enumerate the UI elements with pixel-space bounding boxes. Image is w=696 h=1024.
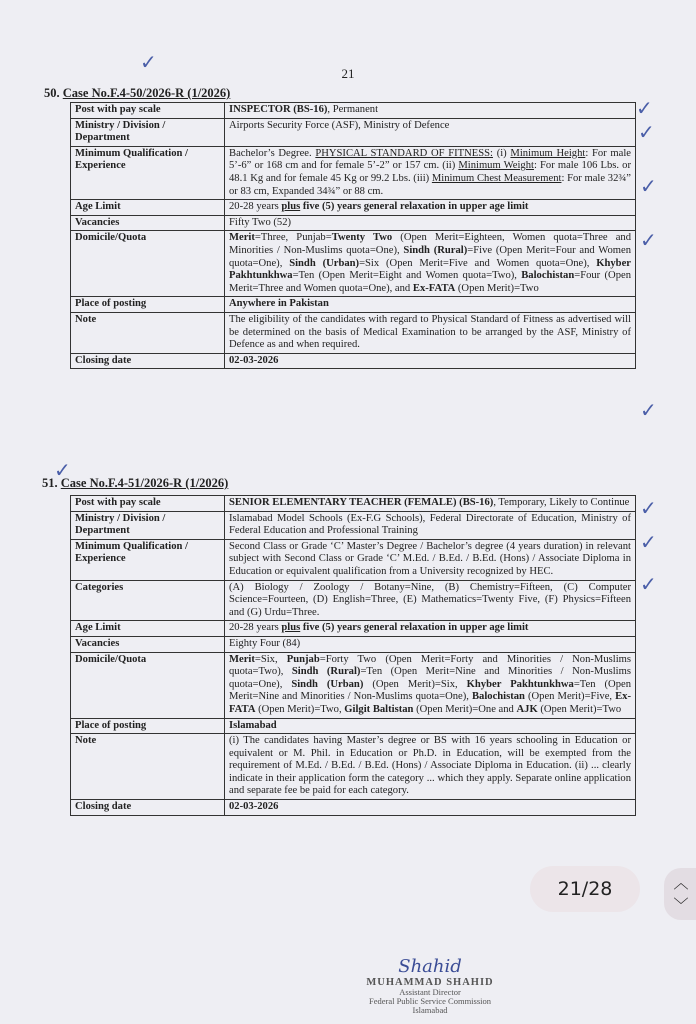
page-indicator: 21/28 bbox=[530, 866, 640, 912]
case-51-serial: 51. bbox=[42, 476, 58, 490]
place-row bbox=[71, 297, 636, 313]
case-51-table bbox=[70, 495, 636, 816]
note-value: (i) The candidates having Master’s degree or BS with 16 years schooling in Education or equivalent or M. Phil. in Education or Ph.D. in Education, will be exempted from the requirement of M.Ed. / B.Ed. / B.Ed. (Hons) / Associate Diploma in Education. (ii) ... clearly indicate in their application form the category ... which they apply. Separate online application and separate fee be paid for each category. bbox=[225, 734, 636, 800]
case-50-serial: 50. bbox=[44, 86, 60, 100]
check-mark-icon: ✓ bbox=[640, 530, 657, 554]
post-value: SENIOR ELEMENTARY TEACHER (FEMALE) (BS-16), Temporary, Likely to Continue bbox=[225, 496, 636, 512]
qualification-value: Second Class or Grade ‘C’ Master’s Degree / Bachelor’s degree (4 years duration) in relevant subject with Second Class or Grade ‘C’ M.Ed. / B.Ed. / B.Ed. (Hons) / Associate Diploma in Education or equivalent qualification from a University recognized by HEC. bbox=[225, 539, 636, 580]
handwritten-signature: Shahid bbox=[398, 956, 462, 977]
check-mark-icon: ✓ bbox=[640, 228, 657, 252]
case-50-heading bbox=[44, 86, 230, 101]
domicile-row bbox=[71, 231, 636, 297]
age-label: Age Limit bbox=[71, 621, 225, 637]
qualification-label: Minimum Qualification / Experience bbox=[71, 146, 225, 199]
signatory-city: Islamabad bbox=[412, 1005, 448, 1015]
age-value: 20-28 years plus five (5) years general relaxation in upper age limit bbox=[225, 621, 636, 637]
place-row bbox=[71, 718, 636, 734]
age-row bbox=[71, 200, 636, 216]
domicile-value: Merit=Six, Punjab=Forty Two (Open Merit=Forty and Minorities / Non-Muslims quota=Two), Sindh (Rural)=Ten (Open Merit=Nine and Minorities / Non-Muslims quota=One), Sindh (Urban) (Open Merit)=Six, Khyber Pakhtunkhwa=Ten (Open Merit=Nine and Minorities / Non-Muslims quota=One), Balochistan (Open Merit)=Five, Ex-FATA (Open Merit)=Two, Gilgit Baltistan (Open Merit)=One and AJK (Open Merit)=Two bbox=[225, 652, 636, 718]
closing-row bbox=[71, 353, 636, 369]
age-value: 20-28 years plus five (5) years general relaxation in upper age limit bbox=[225, 200, 636, 216]
qualification-value: Bachelor’s Degree. PHYSICAL STANDARD OF FITNESS: (i) Minimum Height: For male 5’-6” or 168 cm and for female 5’-2” or 157 cm. (ii) Minimum Weight: For male 106 Lbs. or 48.1 Kg and for female 45 Kg or 99.2 Lbs. (iii) Minimum Chest Measurement: For male 32¾” or 83 cm, Expanded 34¾” or 88 cm. bbox=[225, 146, 636, 199]
chevron-down-icon[interactable]: ﹀ bbox=[673, 896, 689, 914]
vacancies-value: Eighty Four (84) bbox=[225, 636, 636, 652]
vacancies-label: Vacancies bbox=[71, 215, 225, 231]
qualification-row bbox=[71, 146, 636, 199]
domicile-value: Merit=Three, Punjab=Twenty Two (Open Merit=Eighteen, Women quota=Three and Minorities / Non-Muslims quota=One), Sindh (Rural)=Five (Open Merit=Four and Women quota=One), Sindh (Urban)=Six (Open Merit=Five and Women quota=One), Khyber Pakhtunkhwa=Ten (Open Merit=Eight and Women quota=Two), Balochistan=Four (Open Merit=Three and Women quota=One), and Ex-FATA (Open Merit)=Two bbox=[225, 231, 636, 297]
check-mark-icon: ✓ bbox=[640, 496, 657, 520]
note-row bbox=[71, 734, 636, 800]
post-label: Post with pay scale bbox=[71, 103, 225, 119]
signature-block bbox=[280, 956, 580, 1015]
closing-value: 02-03-2026 bbox=[225, 353, 636, 369]
closing-label: Closing date bbox=[71, 800, 225, 816]
case-50-number: Case No.F.4-50/2026-R (1/2026) bbox=[62, 86, 231, 100]
chevron-up-icon[interactable]: ︿ bbox=[673, 874, 689, 892]
vacancies-row bbox=[71, 636, 636, 652]
vacancies-label: Vacancies bbox=[71, 636, 225, 652]
check-mark-icon: ✓ bbox=[638, 120, 655, 144]
qualification-row bbox=[71, 539, 636, 580]
check-mark-icon: ✓ bbox=[140, 50, 157, 74]
check-mark-icon: ✓ bbox=[640, 398, 657, 422]
case-50-table bbox=[70, 102, 636, 369]
check-mark-icon: ✓ bbox=[640, 572, 657, 596]
signatory-organization: Federal Public Service Commission bbox=[368, 996, 492, 1006]
domicile-label: Domicile/Quota bbox=[71, 231, 225, 297]
post-label: Post with pay scale bbox=[71, 496, 225, 512]
categories-row bbox=[71, 580, 636, 621]
age-label: Age Limit bbox=[71, 200, 225, 216]
page-scroll-control[interactable] bbox=[664, 868, 696, 920]
closing-row bbox=[71, 800, 636, 816]
ministry-row bbox=[71, 118, 636, 146]
place-value: Islamabad bbox=[225, 718, 636, 734]
vacancies-value: Fifty Two (52) bbox=[225, 215, 636, 231]
page-number: 21 bbox=[341, 66, 355, 81]
closing-value: 02-03-2026 bbox=[225, 800, 636, 816]
categories-label: Categories bbox=[71, 580, 225, 621]
domicile-row bbox=[71, 652, 636, 718]
check-mark-icon: ✓ bbox=[54, 458, 71, 482]
note-label: Note bbox=[71, 734, 225, 800]
case-51-number: Case No.F.4-51/2026-R (1/2026) bbox=[60, 476, 229, 490]
check-mark-icon: ✓ bbox=[636, 96, 653, 120]
signatory-title: Assistant Director bbox=[399, 987, 461, 997]
signatory-name: MUHAMMAD SHAHID bbox=[366, 977, 494, 988]
place-value: Anywhere in Pakistan bbox=[225, 297, 636, 313]
post-value: INSPECTOR (BS-16), Permanent bbox=[225, 103, 636, 119]
age-row bbox=[71, 621, 636, 637]
ministry-row bbox=[71, 511, 636, 539]
ministry-label: Ministry / Division / Department bbox=[71, 511, 225, 539]
place-label: Place of posting bbox=[71, 297, 225, 313]
post-row bbox=[71, 103, 636, 119]
ministry-label: Ministry / Division / Department bbox=[71, 118, 225, 146]
place-label: Place of posting bbox=[71, 718, 225, 734]
categories-value: (A) Biology / Zoology / Botany=Nine, (B) Chemistry=Fifteen, (C) Computer Science=Fourteen, (D) English=Three, (E) Mathematics=Twenty Five, (F) Physics=Fifteen and (G) Urdu=Three. bbox=[225, 580, 636, 621]
ministry-value: Islamabad Model Schools (Ex-F.G Schools), Federal Directorate of Education, Ministry of Federal Education and Professional Training bbox=[225, 511, 636, 539]
note-value: The eligibility of the candidates with regard to Physical Standard of Fitness as advertised will be determined on the basis of Medical Examination to be arranged by the ASF, Ministry of Defence as and when required. bbox=[225, 312, 636, 353]
post-row bbox=[71, 496, 636, 512]
vacancies-row bbox=[71, 215, 636, 231]
note-label: Note bbox=[71, 312, 225, 353]
check-mark-icon: ✓ bbox=[640, 174, 657, 198]
domicile-label: Domicile/Quota bbox=[71, 652, 225, 718]
ministry-value: Airports Security Force (ASF), Ministry of Defence bbox=[225, 118, 636, 146]
closing-label: Closing date bbox=[71, 353, 225, 369]
note-row bbox=[71, 312, 636, 353]
qualification-label: Minimum Qualification / Experience bbox=[71, 539, 225, 580]
